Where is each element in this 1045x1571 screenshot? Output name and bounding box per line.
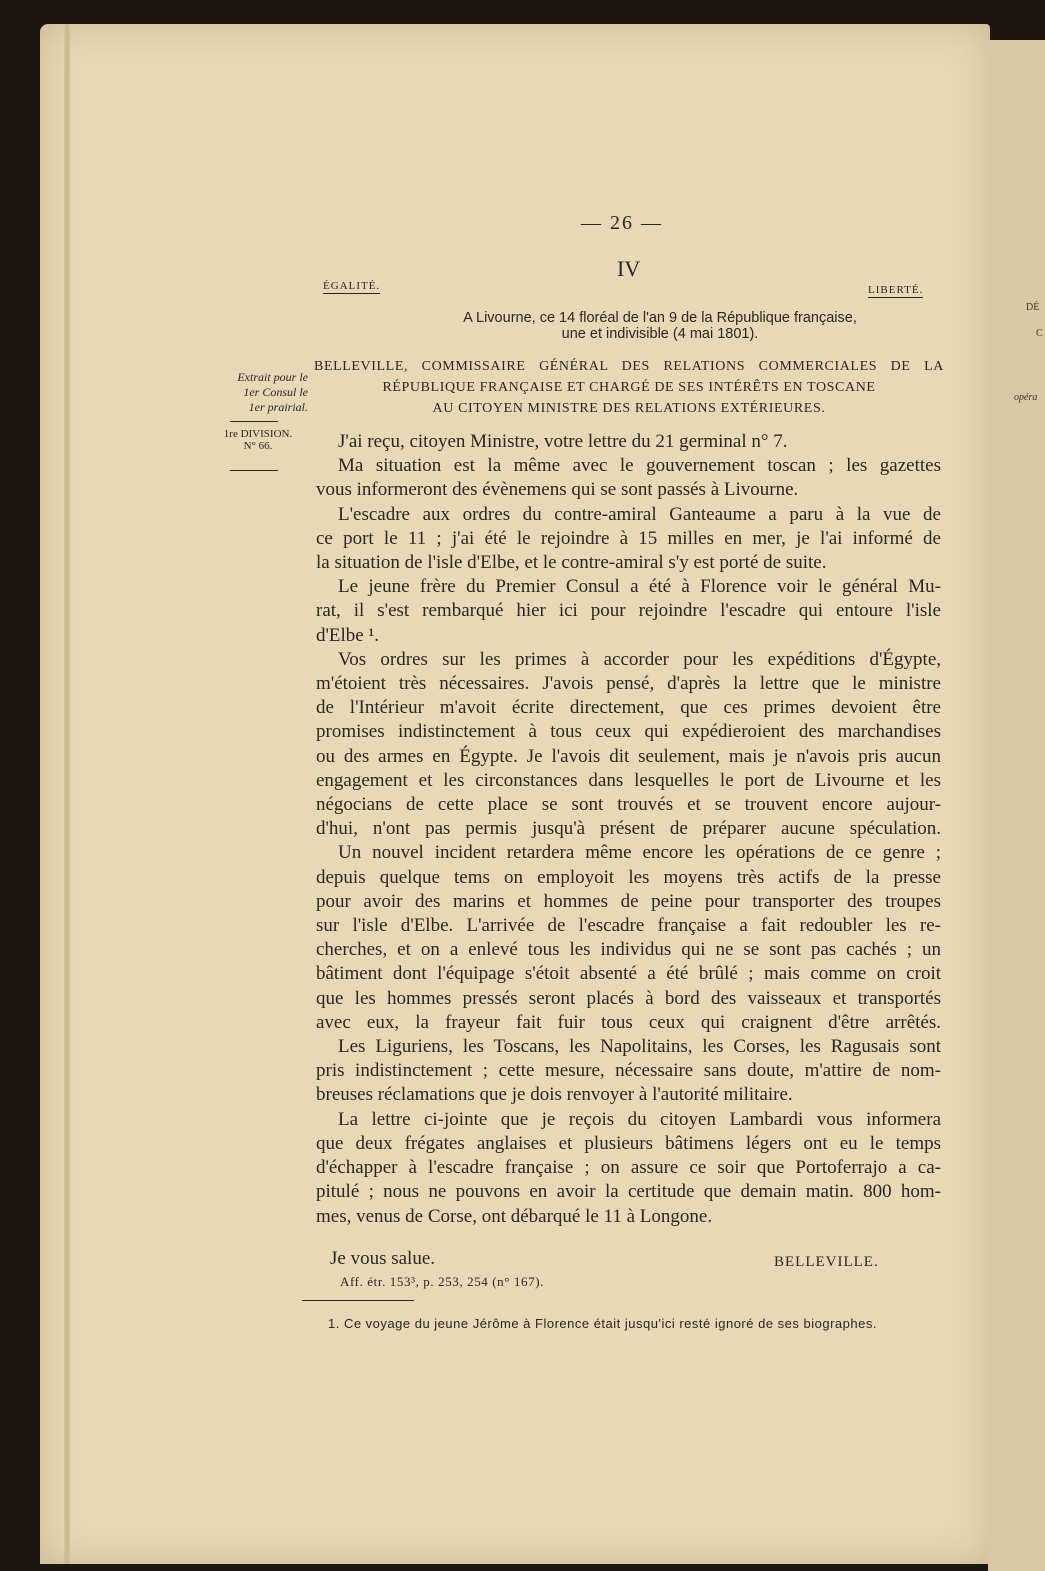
body-line: La lettre ci-jointe que je reçois du citoyen Lambardi vous informera xyxy=(338,1108,941,1130)
address-line: BELLEVILLE, COMMISSAIRE GÉNÉRAL DES RELATIONS COMMERCIALES DE LA xyxy=(314,359,944,374)
closing xyxy=(330,1248,940,1270)
body-line: pris indistinctement ; cette mesure, nécessaire sans doute, m'attire de nom- xyxy=(316,1060,941,1082)
dateline-line: une et indivisible (4 mai 1801). xyxy=(561,326,759,342)
body-line: sur l'isle d'Elbe. L'arrivée de l'escadre française a fait redoubler les re- xyxy=(316,915,941,937)
body-line: de l'Intérieur m'avoit écrite directement, que ces primes devoient être xyxy=(316,697,941,719)
body-line: rat, il s'est rembarqué hier ici pour rejoindre l'escadre qui entoure l'isle xyxy=(316,600,941,622)
body-line: d'hui, n'ont pas permis jusqu'à présent de préparer aucune spéculation. xyxy=(316,818,941,840)
address-line: AU CITOYEN MINISTRE DES RELATIONS EXTÉRIEURES. xyxy=(432,401,826,416)
body-line: pitulé ; nous ne pouvons en avoir la certitude que demain matin. 800 hom- xyxy=(316,1181,941,1203)
body-line: ou des armes en Égypte. Je l'avois dit seulement, mais je n'avois pris aucun xyxy=(316,745,941,767)
body-line: L'escadre aux ordres du contre-amiral Ganteaume a paru à la vue de xyxy=(338,503,941,525)
body-line: négocians de cette place se sont trouvés et se trouvent encore aujour- xyxy=(316,794,941,816)
address-line: RÉPUBLIQUE FRANÇAISE ET CHARGÉ DE SES INTÉRÊTS EN TOSCANE xyxy=(382,380,876,395)
dateline-line: A Livourne, ce 14 floréal de l'an 9 de la République française, xyxy=(463,310,857,326)
margin-note-line: 1er prairial. xyxy=(248,400,308,414)
body-line: d'échapper à l'escadre française ; on assure ce soir que Portoferrajo a ca- xyxy=(316,1157,941,1179)
body-line: depuis quelque tems on employoit les moyens très actifs de la presse xyxy=(316,866,941,888)
body-line: Un nouvel incident retardera même encore les opérations de ce genre ; xyxy=(338,842,941,864)
margin-divider xyxy=(230,470,278,471)
body-line: Ma situation est la même avec le gouvernement toscan ; les gazettes xyxy=(338,455,941,477)
archive-reference: Aff. étr. 153³, p. 253, 254 (n° 167). xyxy=(340,1274,545,1289)
body-line: J'ai reçu, citoyen Ministre, votre lettre du 21 germinal n° 7. xyxy=(338,431,788,452)
letter-body xyxy=(316,430,941,1229)
division-line: N° 66. xyxy=(243,440,273,452)
body-line: Vos ordres sur les primes à accorder pour les expéditions d'Égypte, xyxy=(338,648,941,670)
division-line: 1re DIVISION. xyxy=(223,428,293,440)
margin-divider xyxy=(230,421,278,422)
dateline xyxy=(340,310,980,342)
signature: BELLEVILLE. xyxy=(774,1254,879,1270)
body-line: la situation de l'isle d'Elbe, et le contre-amiral s'y est porté de suite. xyxy=(316,552,827,574)
body-line: mes, venus de Corse, ont débarqué le 11 à Longone. xyxy=(316,1205,713,1227)
body-line: Le jeune frère du Premier Consul a été à Florence voir le général Mu- xyxy=(338,576,941,598)
book-page xyxy=(40,24,990,1564)
facing-page-fragment: DÉ xyxy=(1026,302,1040,313)
division-note xyxy=(208,428,308,452)
body-line: breuses réclamations que je dois renvoyer à l'autorité militaire. xyxy=(316,1084,793,1106)
section-number: IV xyxy=(617,256,641,281)
binding-edge xyxy=(64,24,70,1564)
facing-page-edge xyxy=(988,40,1045,1571)
footnote-rule xyxy=(302,1300,414,1301)
body-line: pour avoir des marins et hommes de peine pour transporter des troupes xyxy=(316,890,941,912)
facing-page-fragment: C xyxy=(1036,328,1043,339)
body-line: m'étoient très nécessaires. J'avois pensé, d'après la lettre que le ministre xyxy=(316,673,941,695)
body-line: cherches, et on a enlevé tous les individus qui ne se sont pas cachés ; un xyxy=(316,939,941,961)
body-line: Les Liguriens, les Toscans, les Napolitains, les Corses, les Ragusais sont xyxy=(338,1036,941,1058)
body-line: vous informeront des évènemens qui se sont passés à Livourne. xyxy=(316,479,799,501)
body-line: promises indistinctement à tous ceux qui expédieroient des marchandises xyxy=(316,721,941,743)
margin-note-line: 1er Consul le xyxy=(243,385,308,399)
page-number: — 26 — xyxy=(581,212,663,234)
body-line: que les hommes pressés seront placés à bord des vaisseaux et transportés xyxy=(316,987,941,1009)
letter-address xyxy=(314,356,944,419)
body-line: avec eux, la frayeur fait fuir tous ceux qui craignent d'être arrêtés. xyxy=(316,1011,941,1033)
salutation: Je vous salue. xyxy=(330,1248,436,1269)
margin-note-line: Extrait pour le xyxy=(237,370,308,384)
body-line: engagement et les circonstances dans lesquelles le port de Livourne et les xyxy=(316,769,941,791)
margin-note xyxy=(208,370,308,415)
facing-page-fragment: opéra xyxy=(1014,392,1038,403)
body-line: que deux frégates anglaises et plusieurs bâtimens légers ont eu le temps xyxy=(316,1132,941,1154)
body-line: bâtiment dont l'équipage s'étoit absenté a été brûlé ; mais comme on croit xyxy=(316,963,941,985)
motto-egalite: ÉGALITÉ. xyxy=(323,280,381,292)
motto-liberte: LIBERTÉ. xyxy=(868,284,924,296)
footnote: 1. Ce voyage du jeune Jérôme à Florence était jusqu'ici resté ignoré de ses biographes. xyxy=(328,1316,877,1331)
body-line: d'Elbe ¹. xyxy=(316,624,379,646)
body-line: ce port le 11 ; j'ai été le rejoindre à 15 milles en mer, je l'ai informé de xyxy=(316,527,941,549)
